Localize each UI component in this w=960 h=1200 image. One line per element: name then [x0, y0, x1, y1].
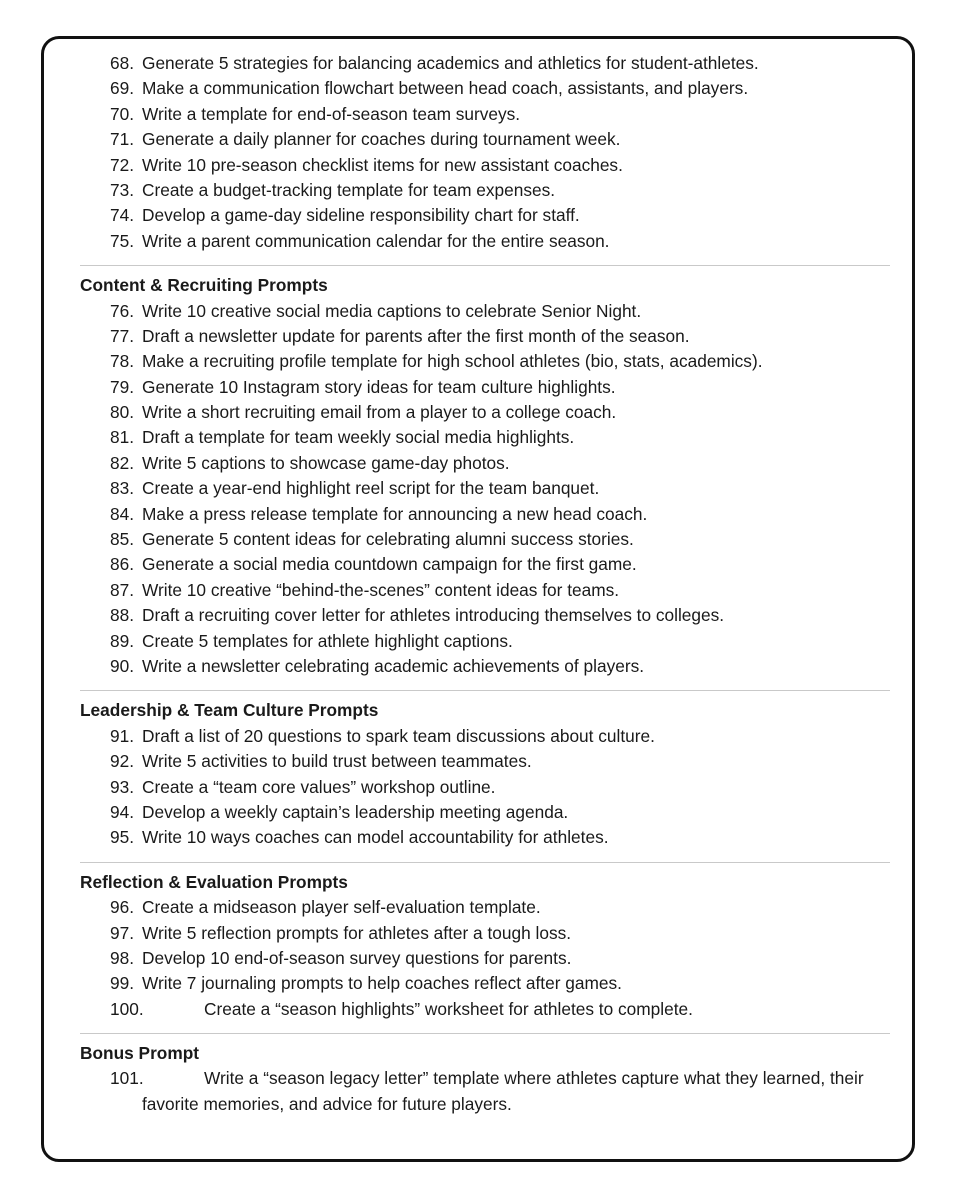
- item-text: Draft a recruiting cover letter for athletes introducing themselves to colleges.: [142, 605, 725, 626]
- item-text: Draft a template for team weekly social media highlights.: [142, 427, 575, 448]
- item-number: 96.: [110, 897, 135, 918]
- item-number: 93.: [110, 776, 135, 797]
- item-text: Generate 5 content ideas for celebrating alumni success stories.: [142, 529, 634, 550]
- list-item: [80, 229, 890, 254]
- section-divider: [80, 862, 890, 863]
- list-item: [80, 76, 890, 101]
- item-text: Draft a list of 20 questions to spark team discussions about culture.: [142, 725, 655, 746]
- item-text: Write 5 activities to build trust between teammates.: [142, 751, 532, 772]
- item-text: Write 10 creative “behind-the-scenes” content ideas for teams.: [142, 579, 620, 600]
- item-number: 73.: [110, 179, 135, 200]
- section-divider: [80, 1033, 890, 1034]
- list-item: [80, 971, 890, 996]
- section-divider: [80, 690, 890, 691]
- item-number: 86.: [110, 554, 135, 575]
- list-item: [80, 1066, 890, 1117]
- item-number: 70.: [110, 103, 135, 124]
- list-item: [80, 527, 890, 552]
- item-number: 100.: [110, 998, 144, 1019]
- item-number: 90.: [110, 655, 135, 676]
- item-text: Write 10 ways coaches can model accountability for athletes.: [142, 827, 609, 848]
- item-number: 74.: [110, 205, 135, 226]
- list-item: [80, 203, 890, 228]
- item-text: Make a communication flowchart between head coach, assistants, and players.: [142, 78, 749, 99]
- list-item: [80, 502, 890, 527]
- list-item: [80, 921, 890, 946]
- item-text: Develop a weekly captain’s leadership meeting agenda.: [142, 801, 569, 822]
- item-text: Create a “season highlights” worksheet for athletes to complete.: [204, 998, 693, 1019]
- item-number: 68.: [110, 53, 135, 73]
- list-item: [80, 127, 890, 152]
- item-number: 88.: [110, 605, 135, 626]
- item-number: 95.: [110, 827, 135, 848]
- item-number: 87.: [110, 579, 135, 600]
- item-number: 99.: [110, 973, 135, 994]
- item-number: 77.: [110, 325, 135, 346]
- item-text: Generate a daily planner for coaches during tournament week.: [142, 129, 621, 150]
- item-text: Develop 10 end-of-season survey questions for parents.: [142, 947, 572, 968]
- item-text: Write a “season legacy letter” template where athletes capture what they learned, their favorite memories, and advice for future players.: [142, 1068, 864, 1114]
- list-item: [80, 51, 890, 76]
- item-number: 92.: [110, 751, 135, 772]
- list-item: [80, 578, 890, 603]
- item-text: Develop a game-day sideline responsibility chart for staff.: [142, 205, 580, 226]
- item-text: Create a budget-tracking template for team expenses.: [142, 179, 556, 200]
- section-heading: Bonus Prompt: [80, 1043, 200, 1064]
- list-item: [80, 946, 890, 971]
- list-item: [80, 153, 890, 178]
- item-text: Write 10 pre-season checklist items for new assistant coaches.: [142, 154, 623, 175]
- item-text: Write 7 journaling prompts to help coaches reflect after games.: [142, 973, 622, 994]
- item-text: Write a short recruiting email from a player to a college coach.: [142, 402, 617, 423]
- list-item: [80, 324, 890, 349]
- item-number: 75.: [110, 230, 135, 251]
- list-item: [80, 451, 890, 476]
- item-text: Generate 5 strategies for balancing academics and athletics for student-athletes.: [142, 53, 759, 73]
- item-text: Write a newsletter celebrating academic achievements of players.: [142, 655, 645, 676]
- item-text: Write a template for end-of-season team surveys.: [142, 103, 521, 124]
- item-text: Draft a newsletter update for parents after the first month of the season.: [142, 325, 690, 346]
- item-number: 81.: [110, 427, 135, 448]
- list-item: [80, 997, 890, 1022]
- item-number: 84.: [110, 503, 135, 524]
- item-text: Create a year-end highlight reel script for the team banquet.: [142, 478, 600, 499]
- item-number: 72.: [110, 154, 135, 175]
- list-item: [80, 724, 890, 749]
- list-item: [80, 749, 890, 774]
- item-text: Make a press release template for announcing a new head coach.: [142, 503, 648, 524]
- item-text: Write 5 captions to showcase game-day photos.: [142, 452, 510, 473]
- item-number: 85.: [110, 529, 135, 550]
- list-item: [80, 800, 890, 825]
- list-item: [80, 775, 890, 800]
- section-heading: Content & Recruiting Prompts: [80, 275, 328, 296]
- item-text: Generate a social media countdown campaign for the first game.: [142, 554, 637, 575]
- list-item: [80, 654, 890, 679]
- list-item: [80, 400, 890, 425]
- item-text: Make a recruiting profile template for high school athletes (bio, stats, academics).: [142, 351, 763, 372]
- section-heading: Leadership & Team Culture Prompts: [80, 700, 379, 721]
- list-item: [80, 552, 890, 577]
- item-text: Create a midseason player self-evaluation template.: [142, 897, 541, 918]
- item-number: 83.: [110, 478, 135, 499]
- item-text: Write 5 reflection prompts for athletes after a tough loss.: [142, 922, 572, 943]
- item-number: 97.: [110, 922, 135, 943]
- list-item: [80, 102, 890, 127]
- item-text: Generate 10 Instagram story ideas for team culture highlights.: [142, 376, 616, 397]
- list-item: [80, 603, 890, 628]
- item-number: 80.: [110, 402, 135, 423]
- item-number: 91.: [110, 725, 135, 746]
- item-text: Write a parent communication calendar for the entire season.: [142, 230, 610, 251]
- list-item: [80, 299, 890, 324]
- item-number: 98.: [110, 947, 135, 968]
- list-item: [80, 629, 890, 654]
- item-number: 79.: [110, 376, 135, 397]
- list-item: [80, 375, 890, 400]
- item-text: Create 5 templates for athlete highlight captions.: [142, 630, 513, 651]
- section-divider: [80, 265, 890, 266]
- document-frame: [41, 36, 915, 1162]
- item-number: 82.: [110, 452, 135, 473]
- list-item: [80, 825, 890, 850]
- item-number: 78.: [110, 351, 135, 372]
- item-number: 94.: [110, 801, 135, 822]
- item-number: 69.: [110, 78, 135, 99]
- item-number: 76.: [110, 300, 135, 321]
- section-heading: Reflection & Evaluation Prompts: [80, 871, 348, 892]
- prompt-list: [80, 51, 890, 1117]
- list-item: [80, 476, 890, 501]
- list-item: [80, 178, 890, 203]
- item-text: Write 10 creative social media captions to celebrate Senior Night.: [142, 300, 642, 321]
- list-item: [80, 425, 890, 450]
- item-number: 89.: [110, 630, 135, 651]
- item-number: 101.: [110, 1068, 144, 1089]
- list-item: [80, 895, 890, 920]
- list-item: [80, 349, 890, 374]
- item-number: 71.: [110, 129, 135, 150]
- item-text: Create a “team core values” workshop outline.: [142, 776, 496, 797]
